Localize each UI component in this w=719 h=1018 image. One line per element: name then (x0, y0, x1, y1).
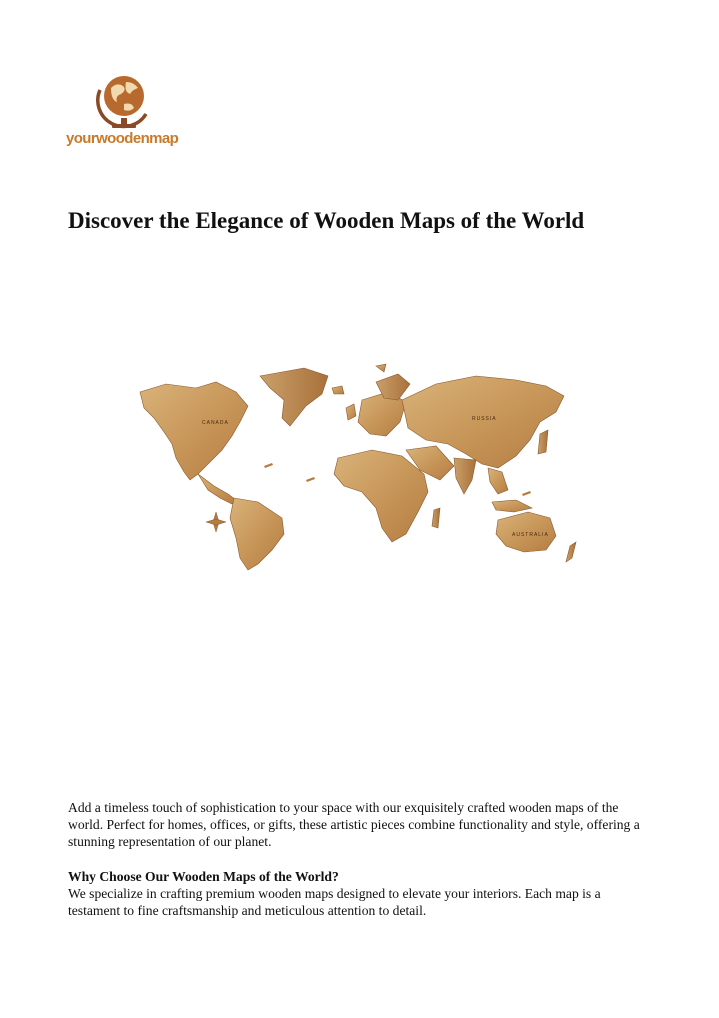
wooden-world-map-image (136, 362, 584, 572)
map-label-australia: AUSTRALIA (512, 532, 549, 538)
madagascar-shape (432, 508, 440, 528)
iceland-shape (332, 386, 344, 394)
new-zealand-shape (566, 542, 576, 562)
arctic-island-shape (376, 364, 386, 372)
south-america-shape (230, 498, 284, 570)
why-heading: Why Choose Our Wooden Maps of the World? (68, 869, 339, 884)
world-map-illustration (136, 362, 584, 572)
logo-wordmark: yourwoodenmap (66, 130, 179, 147)
compass-rose-icon (206, 512, 226, 532)
indonesia-shape (492, 500, 532, 512)
intro-paragraph: Add a timeless touch of sophistication to your space with our exquisitely crafted wooden maps of the world. Perfect for homes, offices, or gifts, these artistic pieces combine functionality and style, offering a stunning representation of our planet. (68, 800, 640, 849)
japan-shape (538, 430, 548, 454)
se-asia-shape (488, 468, 508, 494)
greenland-shape (260, 368, 328, 426)
map-label-russia: RUSSIA (472, 416, 497, 422)
map-label-canada: CANADA (202, 420, 229, 426)
india-shape (454, 458, 476, 494)
north-america-shape (140, 382, 248, 480)
central-america-shape (198, 474, 236, 504)
africa-shape (334, 450, 428, 542)
brand-logo[interactable] (66, 68, 190, 152)
globe-logo-icon (66, 68, 190, 130)
why-paragraph: We specialize in crafting premium wooden maps designed to elevate your interiors. Each map is a testament to fine craftsmanship and meticulous attention to detail. (68, 886, 601, 918)
uk-shape (346, 404, 356, 420)
page-title: Discover the Elegance of Wooden Maps of the World (68, 208, 585, 233)
